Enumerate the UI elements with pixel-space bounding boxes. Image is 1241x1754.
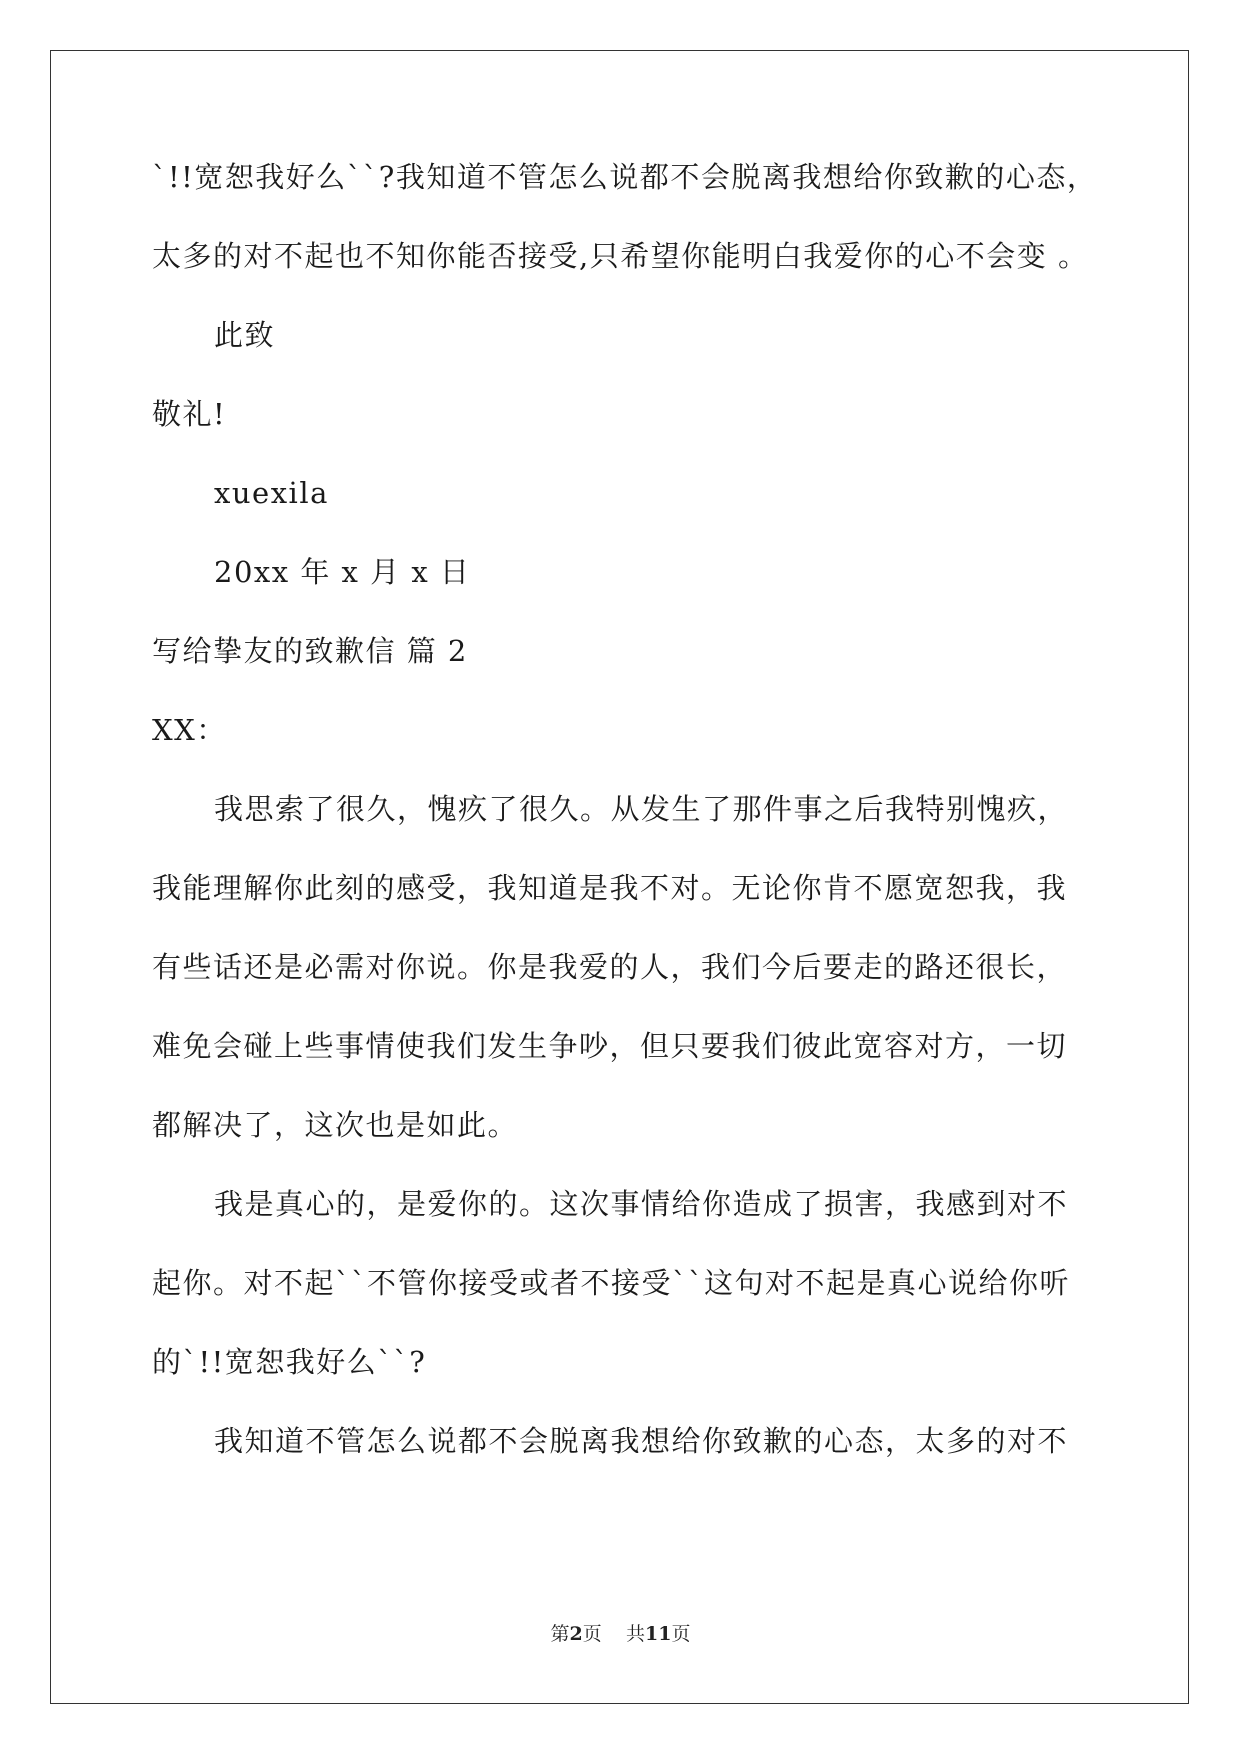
closing-regards: 敬礼! <box>152 397 227 431</box>
total-pages: 11 <box>644 1623 672 1645</box>
signature-name: xuexila <box>214 476 329 510</box>
body-line-17: 我知道不管怎么说都不会脱离我想给你致歉的心态，太多的对不 <box>214 1424 1069 1458</box>
section-title: 写给挚友的致歉信 篇 2 <box>152 634 468 668</box>
body-line-10: 我能理解你此刻的感受，我知道是我不对。无论你肯不愿宽恕我，我 <box>152 871 1068 905</box>
body-line-12: 难免会碰上些事情使我们发生争吵，但只要我们彼此宽容对方，一切 <box>152 1029 1068 1063</box>
footer-total-prefix: 共 <box>625 1623 645 1645</box>
footer-prefix: 第 <box>550 1623 570 1645</box>
signature-date: 20xx 年 x 月 x 日 <box>214 555 471 589</box>
body-line-1: `!!宽恕我好么``?我知道不管怎么说都不会脱离我想给你致歉的心态， <box>152 160 1098 194</box>
body-line-13: 都解决了，这次也是如此。 <box>152 1108 519 1142</box>
footer-page-suffix: 页 <box>582 1623 602 1645</box>
body-line-11: 有些话还是必需对你说。你是我爱的人，我们今后要走的路还很长， <box>152 950 1068 984</box>
page-footer <box>0 1622 1241 1646</box>
closing-salutation: 此致 <box>214 318 276 352</box>
body-line-2: 太多的对不起也不知你能否接受,只希望你能明白我爱你的心不会变 。 <box>152 239 1089 273</box>
footer-total-suffix: 页 <box>671 1623 691 1645</box>
body-line-16: 的`!!宽恕我好么``? <box>152 1345 427 1379</box>
greeting: XX： <box>152 713 227 747</box>
body-line-9: 我思索了很久，愧疚了很久。从发生了那件事之后我特别愧疚， <box>214 792 1069 826</box>
body-line-15: 起你。对不起``不管你接受或者不接受``这句对不起是真心说给你听 <box>152 1266 1071 1300</box>
body-line-14: 我是真心的，是爱你的。这次事情给你造成了损害，我感到对不 <box>214 1187 1069 1221</box>
page-number: 2 <box>569 1623 583 1645</box>
